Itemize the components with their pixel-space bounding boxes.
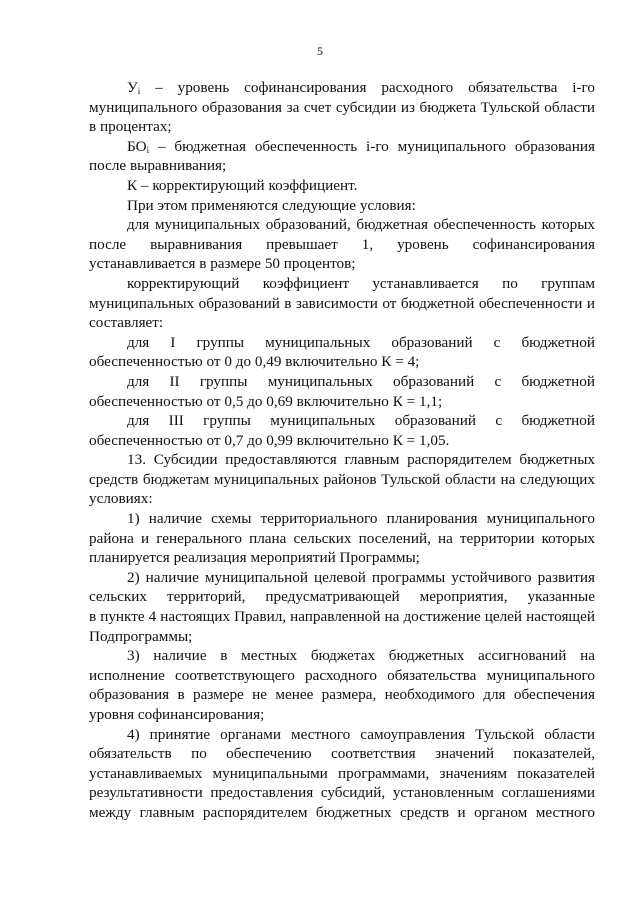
text-line — [89, 627, 595, 647]
text-run: корректирующий коэффициент устанавливается по группам — [127, 274, 595, 292]
text-run: сельских территорий, предусматривающей мероприятия, указанные — [89, 588, 595, 606]
paragraph — [89, 196, 595, 216]
paragraph — [89, 450, 595, 509]
text-run: – бюджетная обеспеченность i-го муниципального образования — [149, 137, 595, 155]
text-line — [89, 117, 595, 137]
text-line — [89, 156, 595, 176]
text-line — [89, 666, 595, 686]
text-run: 3) наличие в местных бюджетах бюджетных ассигнований на — [127, 647, 595, 665]
text-run: 2) наличие муниципальной целевой программы устойчивого развития — [127, 568, 595, 586]
paragraph — [89, 333, 595, 372]
text-line — [89, 98, 595, 118]
text-line — [89, 529, 595, 549]
paragraph — [89, 411, 595, 450]
text-run: муниципального образования за счет субсидии из бюджета Тульской области — [89, 98, 595, 116]
text-run: уровня софинансирования; — [89, 706, 265, 723]
text-line — [89, 685, 595, 705]
text-run: планируется реализация мероприятий Программы; — [89, 549, 420, 567]
text-line — [89, 548, 595, 568]
text-line — [89, 294, 595, 314]
text-run: обязательств по обеспечению соответствия значений показателей, — [89, 745, 595, 763]
text-line — [89, 803, 595, 823]
text-run: исполнение соответствующего расходного обязательства муниципального — [89, 666, 595, 684]
text-run: У — [127, 79, 138, 96]
text-run: между главным распорядителем бюджетных средств и органом местного — [89, 803, 595, 821]
text-line — [89, 137, 595, 157]
text-run: 1) наличие схемы территориального планирования муниципального — [127, 510, 595, 528]
text-run: обеспеченностью от 0 до 0,49 включительно К = 4; — [89, 353, 420, 371]
page-number: 5 — [317, 44, 323, 58]
text-run: образования в размере не менее размера, необходимого для обеспечения — [89, 686, 595, 704]
text-run: – уровень софинансирования расходного обязательства i-го — [140, 79, 595, 96]
paragraph — [89, 176, 595, 196]
text-line — [89, 254, 595, 274]
text-run: условиях: — [89, 490, 153, 508]
text-line — [89, 333, 595, 353]
text-line — [89, 489, 595, 509]
text-line — [89, 587, 595, 607]
paragraph — [89, 568, 595, 646]
paragraph — [89, 509, 595, 568]
paragraph — [89, 372, 595, 411]
text-line — [89, 725, 595, 745]
text-line — [89, 392, 595, 412]
text-run: после выравнивания превышает 1, уровень софинансирования — [89, 235, 595, 253]
paragraph — [89, 274, 595, 333]
text-run: устанавливаемых муниципальными программами, значениям показателей — [89, 764, 595, 782]
text-line — [89, 783, 595, 803]
subscript-index: i — [137, 86, 141, 96]
text-run: БО — [127, 137, 147, 155]
text-run: для III группы муниципальных образований с бюджетной — [127, 412, 595, 430]
text-run: 4) принятие органами местного самоуправления Тульской области — [127, 725, 595, 743]
text-line — [89, 470, 595, 490]
paragraph — [89, 78, 595, 137]
paragraph — [89, 215, 595, 274]
paragraph — [89, 646, 595, 724]
subscript-index: i — [146, 144, 150, 155]
text-run: для II группы муниципальных образований с бюджетной — [127, 372, 595, 390]
text-line — [89, 509, 595, 529]
text-line — [89, 411, 595, 431]
paragraph — [89, 137, 595, 176]
text-run: для муниципальных образований, бюджетная обеспеченность которых — [127, 216, 595, 234]
text-line — [89, 176, 595, 196]
text-run: района и генерального плана сельских поселений, на территории которых — [89, 529, 595, 547]
document-body — [89, 78, 595, 823]
text-line — [89, 646, 595, 666]
text-run: после выравнивания; — [89, 157, 227, 175]
text-line — [89, 372, 595, 392]
text-line — [89, 78, 595, 98]
text-run: в процентах; — [89, 118, 172, 136]
text-run: обеспеченностью от 0,5 до 0,69 включительно К = 1,1; — [89, 392, 443, 410]
text-line — [89, 568, 595, 588]
text-line — [89, 274, 595, 294]
text-line — [89, 196, 595, 216]
text-line — [89, 607, 595, 627]
text-line — [89, 744, 595, 764]
text-line — [89, 431, 595, 451]
text-run: К – корректирующий коэффициент. — [127, 176, 358, 194]
text-run: устанавливается в размере 50 процентов; — [89, 255, 356, 273]
text-run: для I группы муниципальных образований с бюджетной — [127, 333, 595, 351]
text-run: результативности предоставления субсидий, установленным соглашениями — [89, 784, 595, 802]
text-run: При этом применяются следующие условия: — [127, 196, 416, 214]
text-run: 13. Субсидии предоставляются главным распорядителем бюджетных — [127, 451, 595, 469]
text-run: муниципальных образований в зависимости от бюджетной обеспеченности и — [89, 294, 595, 312]
text-line — [89, 352, 595, 372]
text-line — [89, 450, 595, 470]
text-line — [89, 705, 595, 725]
text-line — [89, 764, 595, 784]
text-line — [89, 235, 595, 255]
text-run: обеспеченностью от 0,7 до 0,99 включительно К = 1,05. — [89, 431, 450, 449]
text-run: в пункте 4 настоящих Правил, направленной на достижение целей настоящей — [89, 608, 595, 626]
text-line — [89, 313, 595, 333]
paragraph — [89, 725, 595, 823]
text-run: Подпрограммы; — [89, 627, 193, 645]
text-run: средств бюджетам муниципальных районов Тульской области на следующих — [89, 470, 595, 488]
text-run: составляет: — [89, 314, 164, 332]
text-line — [89, 215, 595, 235]
